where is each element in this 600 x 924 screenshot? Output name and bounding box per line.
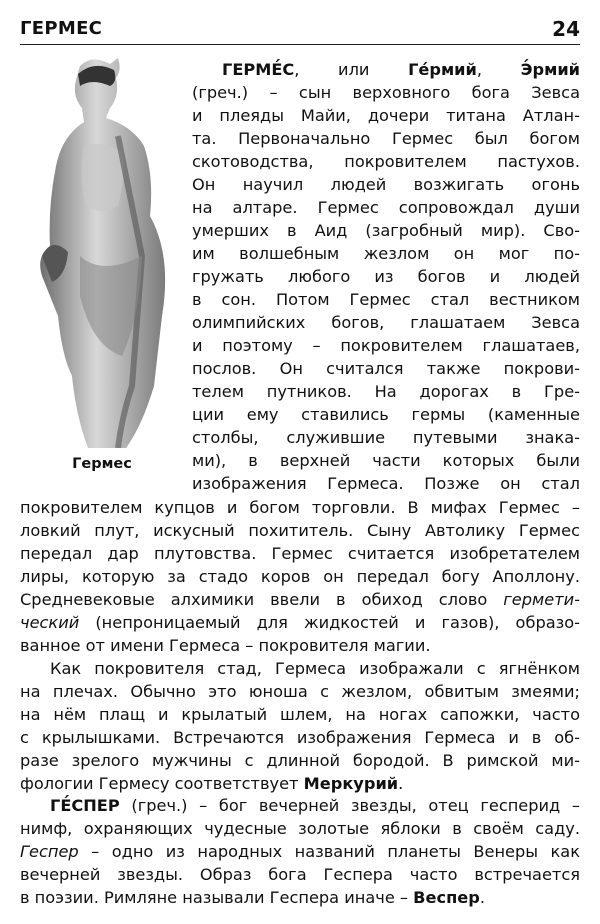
text-line [20,886,580,909]
text-span: разе зрелого мужчины с длинной бородой. В римской ми- [20,751,580,770]
text-span: послов. Он считался также покрови- [192,359,580,378]
text-span: ми), в верхней части которых были [192,451,580,470]
text-span: телем путников. На дорогах в Гре- [192,382,580,401]
text-span: , [476,60,521,79]
text-span: (греч.) – бог вечерней звезды, отец гесперид – [119,796,580,815]
text-span: та. Первоначально Гермес был богом [192,129,580,148]
text-span: Средневековые алхимики ввели в обиход слово [20,590,504,609]
text-line [20,794,580,817]
text-span: олимпийских богов, глашатаем Зевса [192,313,580,332]
text-span: – одно из народных названий планеты Венеры как [78,842,580,861]
text-span: на плечах. Обычно это юноша с жезлом, обвитым змеями; [20,682,580,701]
bold-term: Веспер [413,888,480,907]
text-line [20,496,580,519]
italic-term: ческий [20,613,80,632]
text-span: Как покровителя стад, Гермеса изображали с ягнёнком [50,659,580,678]
bold-term: ГЕ́СПЕР [50,796,120,815]
text-span: передал дар плутовства. Гермес считается изобретателем [20,544,580,563]
text-span: на нём плащ и крылатый шлем, на ногах сапожки, часто [20,705,580,724]
text-line [192,219,580,242]
bold-term: Ге́рмий [408,60,477,79]
text-line [20,703,580,726]
text-span: гружать любого из богов и людей [192,267,580,286]
text-span: на алтаре. Гермес сопровождал души [192,198,580,217]
text-span: покровителем купцов и богом торговли. В мифах Гермес – [20,498,580,517]
article-hermes-intro [192,58,580,495]
text-span: умерших в Аид (загробный мир). Сво- [192,221,580,240]
running-header [20,14,580,45]
text-line [20,542,580,565]
text-span: Он научил людей возжигать огонь [192,175,580,194]
bold-term: Меркурий [303,774,399,793]
figure-caption: Гермес [72,456,132,472]
text-line [20,680,580,703]
text-span: с крылышками. Встречаются изображения Гермеса и в об- [20,728,580,747]
text-line [20,840,580,863]
text-line [20,588,580,611]
text-line [20,863,580,886]
italic-term: Геспер [20,842,79,861]
text-span: в сон. Потом Гермес стал вестником [192,290,580,309]
text-line [192,426,580,449]
text-line [192,380,580,403]
text-span: ванное от имени Гермеса – покровителя магии. [20,636,431,655]
text-span: фологии Гермесу соответствует [20,774,304,793]
text-line [20,611,580,634]
text-span: . [479,888,485,907]
text-line [192,472,580,495]
text-line [192,58,580,81]
text-line [192,173,580,196]
text-line [192,242,580,265]
text-line [20,519,580,542]
text-span: нимф, охраняющих чудесные золотые яблоки в своём саду. [20,819,580,838]
text-line [192,104,580,127]
text-line [20,634,580,657]
text-line [192,288,580,311]
text-line [192,311,580,334]
text-span: и поэтому – покровителем глашатаев, [192,336,580,355]
italic-term: гермети- [503,590,580,609]
text-line [192,403,580,426]
article-hermes-continued [20,496,580,795]
text-span: им волшебным жезлом он мог по- [192,244,580,263]
text-line [192,81,580,104]
text-line [20,657,580,680]
bold-term: ГЕРМЕ́С [222,60,295,79]
text-line [192,196,580,219]
text-span: столбы, служившие путевыми знака- [192,428,580,447]
text-line [192,357,580,380]
hermes-statue-image [22,56,182,448]
text-line [192,334,580,357]
text-line [192,150,580,173]
text-span: . [398,774,404,793]
text-span: , или [294,60,409,79]
text-line [192,265,580,288]
article-hesper [20,794,580,909]
text-line [192,449,580,472]
text-line [20,817,580,840]
text-span: и плеяды Майи, дочери титана Атлан- [192,106,580,125]
text-line [192,127,580,150]
text-span: ции ему ставились гермы (каменные [192,405,580,424]
text-line [20,565,580,588]
text-span: изображения Гермеса. Позже он стал [192,474,580,493]
text-span: вечерней звезды. Образ бога Геспера часто встречается [20,865,580,884]
text-span: в поэзии. Римляне называли Геспера иначе – [20,888,414,907]
text-span: (греч.) – сын верховного бога Зевса [192,83,580,102]
text-span: ловкий плут, искусный похититель. Сыну Автолику Гермес [20,521,580,540]
text-line [20,726,580,749]
bold-term: Э́рмий [520,60,581,79]
running-title: ГЕРМЕС [20,18,103,39]
text-span: лиры, которую за стадо коров он передал богу Аполлону. [20,567,580,586]
page-number: 24 [552,17,580,41]
text-line [20,749,580,772]
text-line [20,772,580,795]
text-span: скотоводства, покровителем пастухов. [192,152,580,171]
text-span: (непроницаемый для жидкостей и газов), образо- [79,613,580,632]
